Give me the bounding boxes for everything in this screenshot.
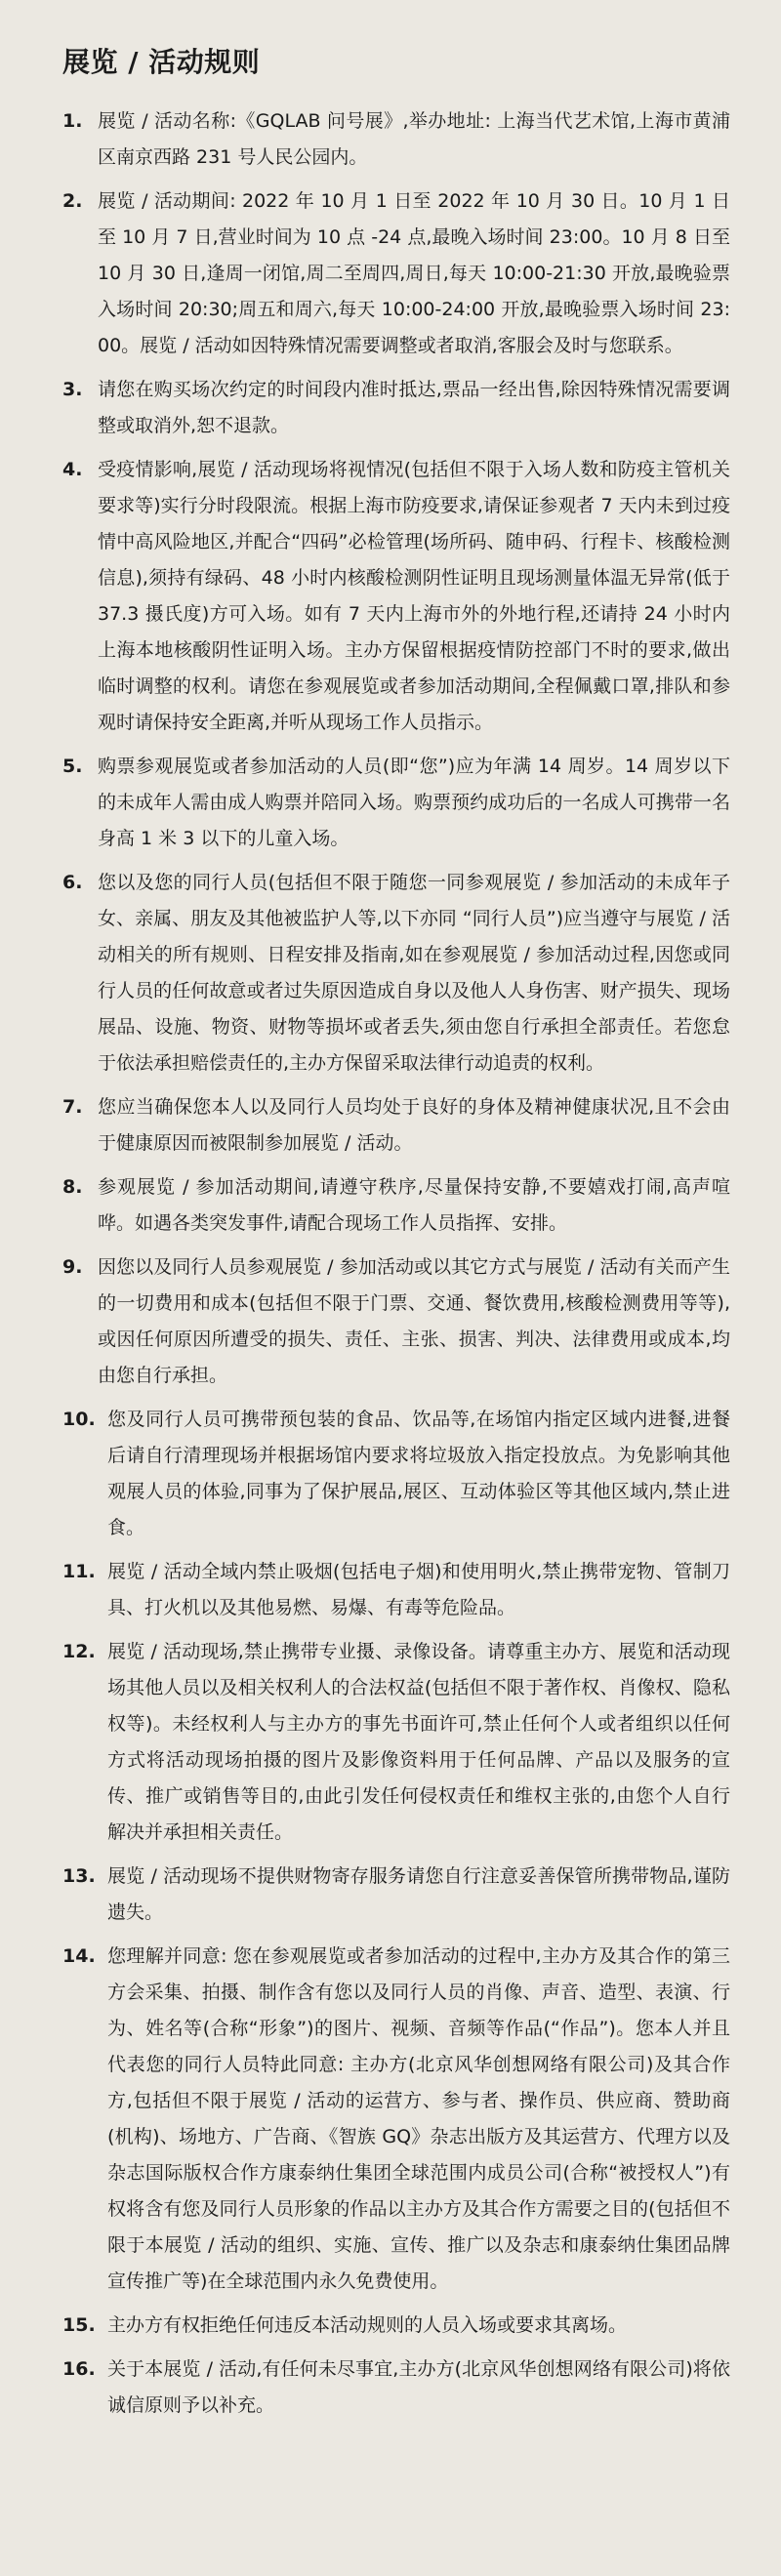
rule-text: 您应当确保您本人以及同行人员均处于良好的身体及精神健康状况,且不会由于健康原因而被限制参加展览 / 活动。 [98, 1096, 730, 1155]
rule-item [62, 372, 730, 444]
rule-item [62, 865, 730, 1082]
page-title: 展览 / 活动规则 [62, 46, 261, 78]
rule-text: 展览 / 活动全域内禁止吸烟(包括电子烟)和使用明火,禁止携带宠物、管制刀具、打火机以及其他易燃、易爆、有毒等危险品。 [107, 1561, 730, 1619]
rule-number: 14. [62, 1945, 96, 1968]
rule-number: 9. [62, 1256, 83, 1279]
rule-number: 13. [62, 1865, 96, 1888]
rule-text: 关于本展览 / 活动,有任何未尽事宜,主办方(北京风华创想网络有限公司)将依诚信原则予以补充。 [107, 2358, 730, 2417]
rule-item [62, 184, 730, 364]
rule-text: 您以及您的同行人员(包括但不限于随您一同参观展览 / 参加活动的未成年子女、亲属、朋友及其他被监护人等,以下亦同 “同行人员”)应当遵守与展览 / 活动相关的所有规则、日程安排及指南,如在参观展览 / 参加活动过程,因您或同行人员的任何故意或者过失原因造成自身以及他人人身伤害、财产损失、现场展品、设施、物资、财物等损坏或者丢失,须由您自行承担全部责任。若您怠于依法承担赔偿责任的,主办方保留采取法律行动追责的权利。 [98, 872, 730, 1075]
rule-item [62, 1859, 730, 1931]
rule-item [62, 1554, 730, 1626]
rule-text: 您及同行人员可携带预包装的食品、饮品等,在场馆内指定区域内进餐,进餐后请自行清理现场并根据场馆内要求将垃圾放入指定投放点。为免影响其他观展人员的体验,同事为了保护展品,展区、互动体验区等其他区域内,禁止进食。 [107, 1409, 730, 1539]
rule-number: 6. [62, 872, 83, 894]
rule-number: 10. [62, 1409, 96, 1431]
rule-text: 受疫情影响,展览 / 活动现场将视情况(包括但不限于入场人数和防疫主管机关要求等)实行分时段限流。根据上海市防疫要求,请保证参观者 7 天内未到过疫情中高风险地区,并配合“四码”必检管理(场所码、随申码、行程卡、核酸检测信息),须持有绿码、48 小时内核酸检测阴性证明且现场测量体温无异常(低于 37.3 摄氏度)方可入场。如有 7 天内上海市外的外地行程,还请持 24 小时内上海本地核酸阴性证明入场。主办方保留根据疫情防控部门不时的要求,做出临时调整的权利。请您在参观展览或者参加活动期间,全程佩戴口罩,排队和参观时请保持安全距离,并听从现场工作人员指示。 [98, 459, 730, 734]
rule-item [62, 1089, 730, 1162]
rule-number: 7. [62, 1096, 83, 1119]
rule-text: 展览 / 活动期间: 2022 年 10 月 1 日至 2022 年 10 月 30 日。10 月 1 日至 10 月 7 日,营业时间为 10 点 -24 点,最晚入场时间 23:00。10 月 8 日至 10 月 30 日,逢周一闭馆,周二至周四,周日,每天 10:00-21:30 开放,最晚验票入场时间 20:30;周五和周六,每天 10:00-24:00 开放,最晚验票入场时间 23:00。展览 / 活动如因特殊情况需要调整或者取消,客服会及时与您联系。 [98, 190, 730, 357]
rule-text: 您理解并同意: 您在参观展览或者参加活动的过程中,主办方及其合作的第三方会采集、拍摄、制作含有您以及同行人员的肖像、声音、造型、表演、行为、姓名等(合称“形象”)的图片、视频、音频等作品(“作品”)。您本人并且代表您的同行人员特此同意: 主办方(北京风华创想网络有限公司)及其合作方,包括但不限于展览 / 活动的运营方、参与者、操作员、供应商、赞助商(机构)、场地方、广告商、《智族 GQ》杂志出版方及其运营方、代理方以及杂志国际版权合作方康泰纳仕集团全球范围内成员公司(合称“被授权人”)有权将含有您及同行人员形象的作品以主办方及其合作方需要之目的(包括但不限于本展览 / 活动的组织、实施、宣传、推广以及杂志和康泰纳仕集团品牌宣传推广等)在全球范围内永久免费使用。 [107, 1945, 730, 2293]
rules-list [62, 103, 730, 2424]
rule-item [62, 1634, 730, 1851]
rule-number: 4. [62, 459, 83, 481]
rule-item [62, 1939, 730, 2300]
rule-text: 请您在购买场次约定的时间段内准时抵达,票品一经出售,除因特殊情况需要调整或取消外,恕不退款。 [98, 379, 730, 437]
rule-number: 11. [62, 1561, 96, 1583]
rule-number: 15. [62, 2314, 96, 2337]
rule-text: 因您以及同行人员参观展览 / 参加活动或以其它方式与展览 / 活动有关而产生的一切费用和成本(包括但不限于门票、交通、餐饮费用,核酸检测费用等等),或因任何原因所遭受的损失、责任、主张、损害、判决、法律费用或成本,均由您自行承担。 [98, 1256, 730, 1387]
rule-text: 展览 / 活动现场不提供财物寄存服务请您自行注意妥善保管所携带物品,谨防遗失。 [107, 1865, 730, 1924]
rule-number: 8. [62, 1176, 83, 1199]
rule-item [62, 1169, 730, 1242]
rule-number: 5. [62, 756, 83, 778]
rule-text: 主办方有权拒绝任何违反本活动规则的人员入场或要求其离场。 [107, 2314, 628, 2337]
rule-number: 16. [62, 2358, 96, 2381]
rule-text: 展览 / 活动名称:《GQLAB 问号展》,举办地址: 上海当代艺术馆,上海市黄浦区南京西路 231 号人民公园内。 [98, 110, 730, 169]
rule-number: 2. [62, 190, 83, 213]
rule-text: 购票参观展览或者参加活动的人员(即“您”)应为年满 14 周岁。14 周岁以下的未成年人需由成人购票并陪同入场。购票预约成功后的一名成人可携带一名身高 1 米 3 以下的儿童入场。 [98, 756, 730, 850]
rule-text: 展览 / 活动现场,禁止携带专业摄、录像设备。请尊重主办方、展览和活动现场其他人员以及相关权利人的合法权益(包括但不限于著作权、肖像权、隐私权等)。未经权利人与主办方的事先书面许可,禁止任何个人或者组织以任何方式将活动现场拍摄的图片及影像资料用于任何品牌、产品以及服务的宣传、推广或销售等目的,由此引发任何侵权责任和维权主张的,由您个人自行解决并承担相关责任。 [107, 1641, 730, 1844]
rule-text: 参观展览 / 参加活动期间,请遵守秩序,尽量保持安静,不要嬉戏打闹,高声喧哗。如遇各类突发事件,请配合现场工作人员指挥、安排。 [98, 1176, 730, 1235]
rule-number: 3. [62, 379, 83, 401]
rule-number: 1. [62, 110, 83, 133]
rule-item [62, 1402, 730, 1546]
rule-item [62, 1249, 730, 1394]
rule-item [62, 103, 730, 176]
rule-item [62, 749, 730, 857]
rule-item [62, 452, 730, 741]
rule-number: 12. [62, 1641, 96, 1663]
rule-item [62, 2308, 730, 2344]
rule-item [62, 2351, 730, 2424]
